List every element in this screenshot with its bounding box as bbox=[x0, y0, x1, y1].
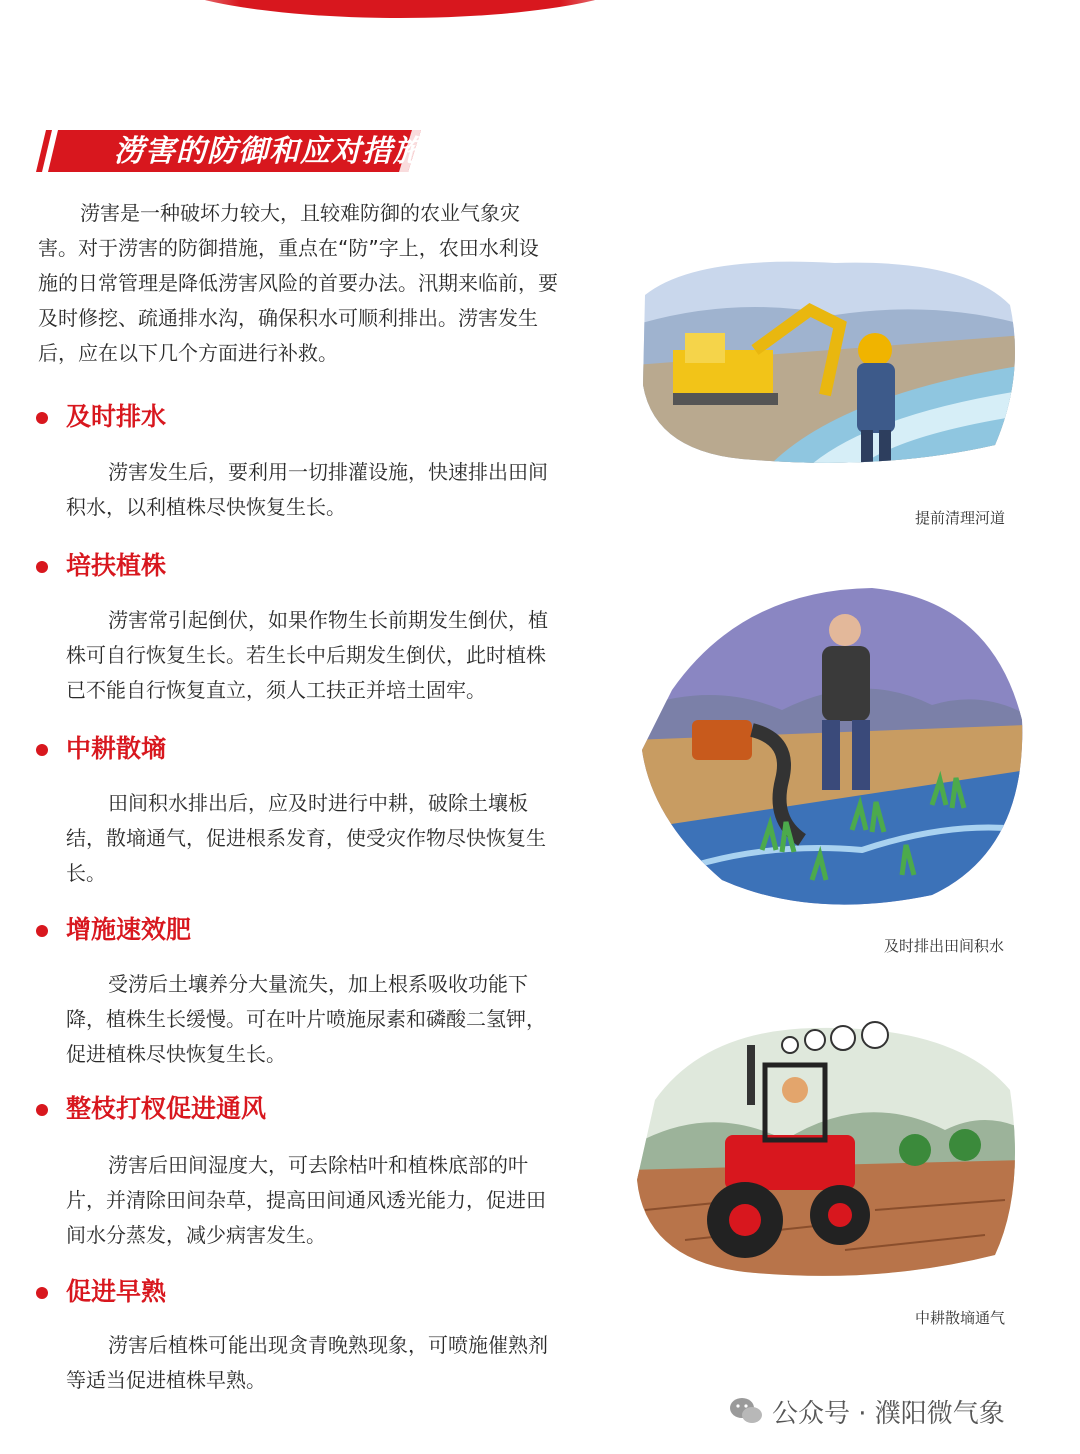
illustration-caption: 及时排出田间积水 bbox=[884, 937, 1005, 955]
section-title-banner bbox=[36, 128, 424, 174]
section-text: 涝害后植株可能出现贪青晚熟现象，可喷施催熟剂等适当促进植株早熟。 bbox=[66, 1333, 548, 1392]
section-heading: 中耕散墒 bbox=[66, 734, 167, 763]
bullet-dot bbox=[36, 744, 48, 756]
bullet-dot bbox=[36, 561, 48, 573]
river-clearing-illustration bbox=[635, 255, 1025, 470]
section-text: 涝害后田间湿度大，可去除枯叶和植株底部的叶片，并清除田间杂草，提高田间通风透光能力，促进田间水分蒸发，减少病害发生。 bbox=[66, 1153, 546, 1247]
tractor-illustration bbox=[625, 1010, 1025, 1280]
illustration-caption: 中耕散墒通气 bbox=[915, 1309, 1006, 1327]
section-heading: 及时排水 bbox=[66, 402, 167, 431]
bullet-dot bbox=[36, 1104, 48, 1116]
top-banner-decoration bbox=[150, 0, 650, 18]
bullet-dot bbox=[36, 925, 48, 937]
section-heading: 整枝打杈促进通风 bbox=[66, 1094, 267, 1123]
section-text: 涝害常引起倒伏，如果作物生长前期发生倒伏，植株可自行恢复生长。若生长中后期发生倒伏，此时植株已不能自行恢复直立，须人工扶正并培土固牢。 bbox=[66, 608, 548, 702]
bullet-dot bbox=[36, 1287, 48, 1299]
section-heading: 增施速效肥 bbox=[66, 915, 192, 944]
section-heading: 培扶植株 bbox=[66, 551, 167, 580]
illustration-caption: 提前清理河道 bbox=[915, 509, 1006, 527]
page-title: 涝害的防御和应对措施 bbox=[114, 134, 424, 169]
watermark bbox=[728, 1394, 1005, 1428]
bullet-dot bbox=[36, 412, 48, 424]
intro-paragraph: 涝害是一种破坏力较大，且较难防御的农业气象灾害。对于涝害的防御措施，重点在“防”字上，农田水利设施的日常管理是降低涝害风险的首要办法。汛期来临前，要及时修挖、疏通排水沟，确保积水可顺利排出。涝害发生后，应在以下几个方面进行补救。 bbox=[38, 201, 558, 365]
wechat-icon bbox=[728, 1396, 764, 1426]
section-text: 涝害发生后，要利用一切排灌设施，快速排出田间积水，以利植株尽快恢复生长。 bbox=[66, 460, 548, 519]
watermark-text: 公众号 · 濮阳微气象 bbox=[772, 1398, 1005, 1429]
section-heading: 促进早熟 bbox=[66, 1277, 167, 1306]
section-text: 田间积水排出后，应及时进行中耕，破除土壤板结，散墒通气，促进根系发育，使受灾作物尽快恢复生长。 bbox=[66, 791, 546, 885]
drainage-illustration bbox=[632, 580, 1027, 915]
section-text: 受涝后土壤养分大量流失，加上根系吸收功能下降，植株生长缓慢。可在叶片喷施尿素和磷酸二氢钾，促进植株尽快恢复生长。 bbox=[66, 972, 546, 1066]
